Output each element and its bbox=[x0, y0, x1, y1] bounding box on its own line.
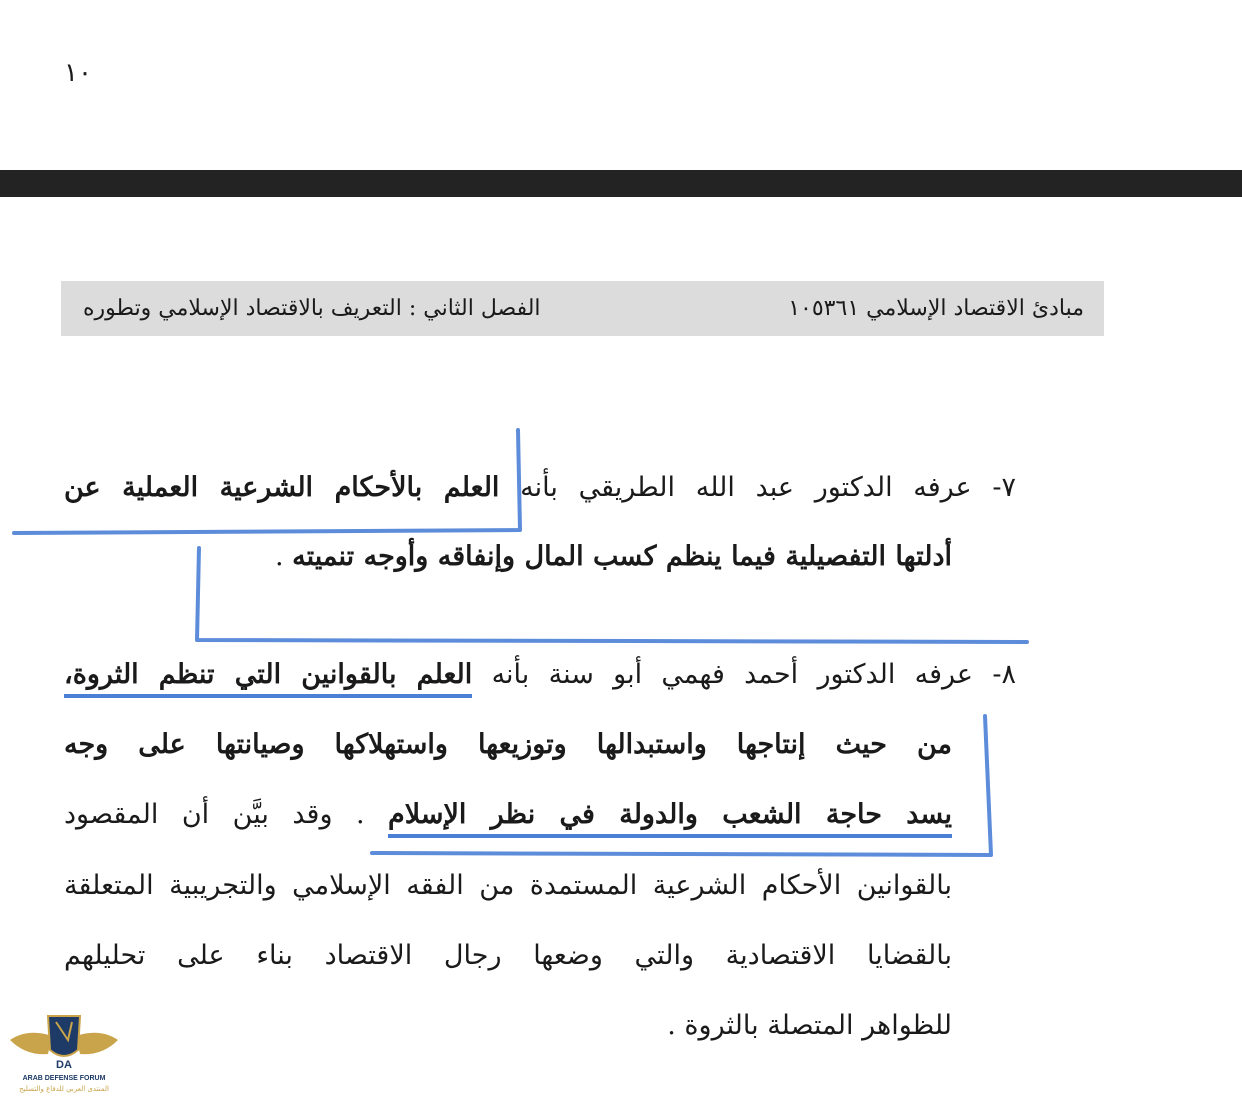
item8-clarification-start: . وقد بيَّن أن المقصود bbox=[64, 799, 389, 830]
item7-end: . bbox=[274, 541, 293, 572]
chapter-title: الفصل الثاني : التعريف بالاقتصاد الإسلامي وتطوره bbox=[83, 296, 541, 321]
svg-text:ARAB DEFENSE FORUM: ARAB DEFENSE FORUM bbox=[22, 1075, 106, 1082]
running-header bbox=[61, 281, 1104, 336]
page-number: ١٠ bbox=[64, 58, 92, 88]
item7-line1 bbox=[64, 468, 1016, 508]
item8-prefix: ٨- عرفه الدكتور أحمد فهمي أبو سنة بأنه bbox=[472, 659, 1016, 690]
item8-definition-part3: يسد حاجة الشعب والدولة في نظر الإسلام bbox=[388, 799, 952, 838]
item8-line5 bbox=[64, 936, 952, 976]
item8-clarification: بالقوانين الأحكام الشرعية المستمدة من الفقه الإسلامي والتجريبية المتعلقة bbox=[64, 870, 952, 901]
item8-definition-part2: من حيث إنتاجها واستبدالها وتوزيعها واستهلاكها وصيانتها على وجه bbox=[64, 729, 952, 760]
forum-logo bbox=[8, 1010, 120, 1096]
divider-bar bbox=[0, 170, 1242, 197]
annotation-bracket-item7 bbox=[14, 430, 1027, 642]
svg-text:المنتدى العربي للدفاع والتسليح: المنتدى العربي للدفاع والتسليح bbox=[19, 1085, 109, 1093]
item8-line6 bbox=[600, 1006, 952, 1046]
item7-line2 bbox=[175, 537, 952, 577]
item8-line4 bbox=[64, 866, 952, 906]
item8-clarification-end: للظواهر المتصلة بالثروة . bbox=[667, 1010, 952, 1041]
item8-clarification-cont: بالقضايا الاقتصادية والتي وضعها رجال الاقتصاد بناء على تحليلهم bbox=[64, 940, 952, 971]
item7-prefix: ٧- عرفه الدكتور عبد الله الطريقي بأنه bbox=[499, 472, 1017, 503]
item8-line3 bbox=[64, 795, 952, 835]
forum-logo-emblem bbox=[8, 1010, 120, 1096]
item7-definition-part1: العلم بالأحكام الشرعية العملية عن bbox=[64, 472, 500, 503]
item7-definition-part2: أدلتها التفصيلية فيما ينظم كسب المال وإنفاقه وأوجه تنميته bbox=[292, 541, 952, 572]
item8-definition-part1: العلم بالقوانين التي تنظم الثروة، bbox=[64, 659, 472, 698]
svg-text:DA: DA bbox=[56, 1059, 72, 1071]
course-title: مبادئ الاقتصاد الإسلامي ١٠٥٣٦١ bbox=[788, 296, 1084, 321]
item8-line2 bbox=[64, 725, 952, 765]
item8-line1 bbox=[64, 655, 1016, 695]
